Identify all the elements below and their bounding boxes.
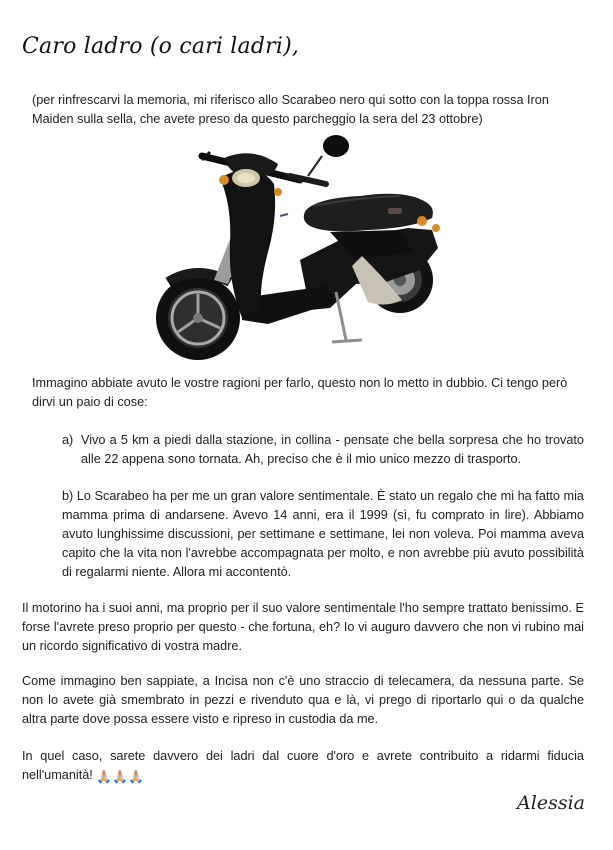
- mirror: [323, 135, 349, 157]
- paragraph-1: Immagino abbiate avuto le vostre ragioni per farlo, questo non lo metto in dubbio. Ci tengo però dirvi un paio di cose:: [32, 376, 568, 409]
- letter-title: Caro ladro (o cari ladri),: [22, 34, 300, 59]
- praying-hands-emoji: 🙏🏼🙏🏼🙏🏼: [96, 770, 144, 784]
- paragraph-4: [22, 747, 584, 787]
- scooter-photo: [150, 132, 445, 368]
- intro-paragraph: (per rinfrescarvi la memoria, mi riferisco allo Scarabeo nero qui sotto con la toppa rossa Iron Maiden sulla sella, che avete preso da questo parcheggio la sera del 23 ottobre): [32, 93, 549, 126]
- signature: Alessia: [517, 792, 585, 814]
- scooter-seat: [304, 194, 433, 232]
- front-wheel: [156, 276, 240, 360]
- seat-patch: [388, 208, 402, 214]
- list-item-a: [62, 431, 584, 469]
- list-item-a-text: Vivo a 5 km a piedi dalla stazione, in collina - pensate che bella sorpresa che ho trovato alle 22 appena sono tornata. Ah, preciso che è il mio unico mezzo di trasporto.: [81, 433, 584, 466]
- list-item-b: b) Lo Scarabeo ha per me un gran valore sentimentale. È stato un regalo che mi ha fatto mia mamma prima di andarsene. Avevo 14 anni, era il 1999 (sì, fu comprato in lire). Abbiamo avuto lunghissime discussioni, per settimane e settimane, lei non voleva. Poi mamma aveva capito che la vita non l'avrebbe accompagnata per molto, e non avrebbe più avuto possibilità di regalarmi niente. Allora mi accontentò.: [62, 489, 584, 579]
- paragraph-3: Come immagino ben sappiate, a Incisa non c'è uno straccio di telecamera, da nessuna parte. Se non lo avete già smembrato in pezzi e rivenduto qua e là, vi prego di riportarlo qui o da qualche altra parte dove possa essere visto e ripreso in custodia da me.: [22, 674, 584, 726]
- list-item-a-label: a): [62, 433, 74, 447]
- paragraph-2: Il motorino ha i suoi anni, ma proprio per il suo valore sentimentale l'ho sempre trattato benissimo. E forse l'avrete preso proprio per questo - che fortuna, eh? Io vi auguro davvero che non vi rubino mai un ricordo significativo di vostra madre.: [22, 601, 584, 653]
- paragraph-4-text: In quel caso, sarete davvero dei ladri dal cuore d'oro e avrete contribuito a ridarmi fiducia nell'umanità!: [22, 749, 584, 782]
